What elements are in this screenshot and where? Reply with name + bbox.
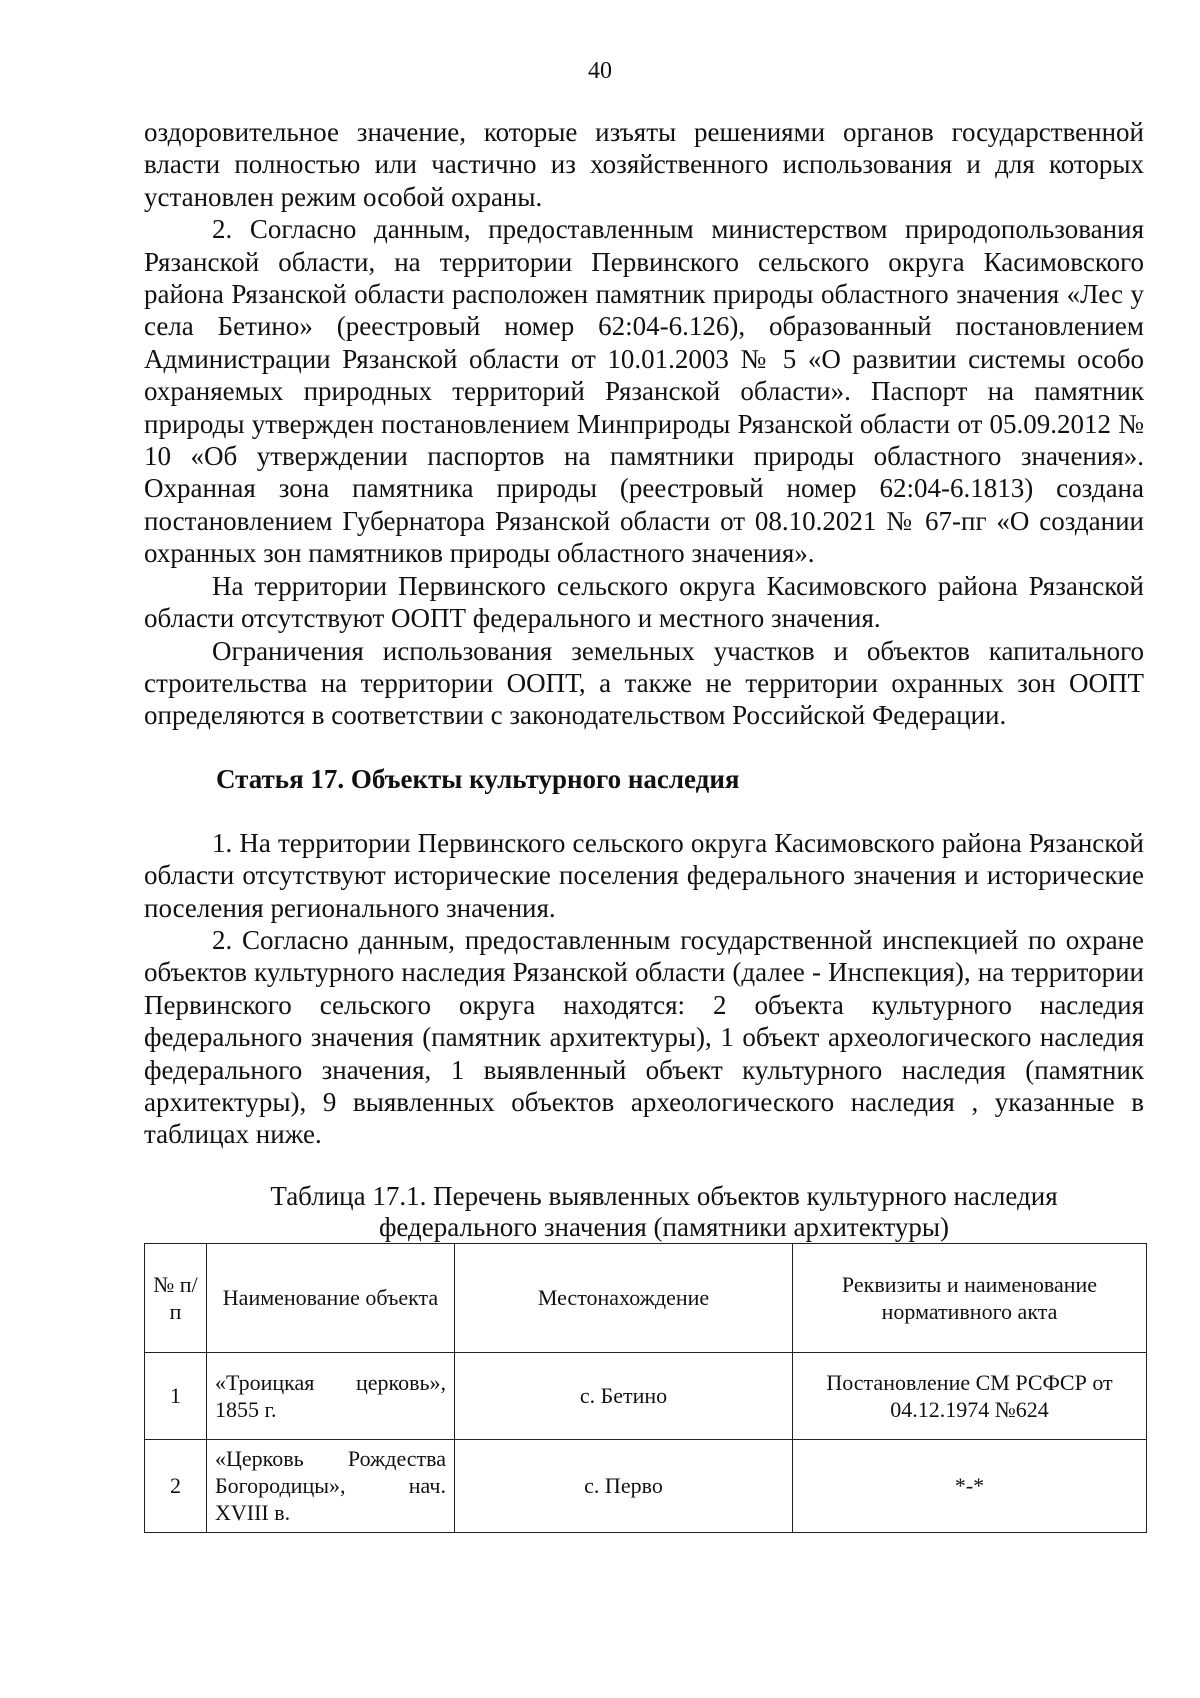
table-header-row bbox=[145, 1243, 1147, 1352]
header-location: Местонахождение bbox=[455, 1243, 793, 1352]
cell-object-name: «Троицкая церковь», 1855 г. bbox=[207, 1352, 455, 1439]
cell-number: 1 bbox=[145, 1352, 207, 1439]
page-content bbox=[144, 116, 1144, 1533]
table-caption-line-1: Таблица 17.1. Перечень выявленных объектов культурного наследия bbox=[270, 1180, 1058, 1211]
paragraph-continuation: оздоровительное значение, которые изъяты решениями органов государственной власти полностью или частично из хозяйственного использования и для которых установлен режим особой охраны. bbox=[144, 117, 1144, 212]
header-legal-act: Реквизиты и наименование нормативного акта bbox=[793, 1243, 1147, 1352]
cell-legal-act: *-* bbox=[793, 1439, 1147, 1532]
paragraph-historic-settlements: 1. На территории Первинского сельского округа Касимовского района Рязанской области отсутствуют исторические поселения федерального значения и исторические поселения регионального значения. bbox=[144, 827, 1144, 923]
header-object-name: Наименование объекта bbox=[207, 1243, 455, 1352]
cell-location: с. Перво bbox=[455, 1439, 793, 1532]
paragraph-heritage-objects: 2. Согласно данным, предоставленным государственной инспекцией по охране объектов культурного наследия Рязанской области (далее - Инспекция), на территории Первинского сельского округа находятся: 2 объекта культурного наследия федерального значения (памятник архитектуры), 1 объект археологического наследия федерального значения, 1 выявленный объект культурного наследия (памятник архитектуры), 9 выявленных объектов археологического наследия , указанные в таблицах ниже. bbox=[144, 924, 1144, 1150]
page-number: 40 bbox=[588, 58, 612, 84]
table-caption bbox=[144, 1181, 1144, 1243]
paragraph-restrictions: Ограничения использования земельных участков и объектов капитального строительства на территории ООПТ, а также не территории охранных зон ООПТ определяются в соответствии с законодательством Российской Федерации. bbox=[144, 635, 1144, 731]
heritage-table bbox=[144, 1243, 1147, 1533]
cell-location: с. Бетино bbox=[455, 1352, 793, 1439]
table-row bbox=[145, 1439, 1147, 1532]
cell-object-name: «Церковь Рождества Богородицы», нач. XVIII в. bbox=[207, 1439, 455, 1532]
cell-number: 2 bbox=[145, 1439, 207, 1532]
header-number: № п/п bbox=[145, 1243, 207, 1352]
table-row bbox=[145, 1352, 1147, 1439]
table-caption-line-2: федерального значения (памятники архитектуры) bbox=[378, 1211, 950, 1242]
paragraph-natural-monument: 2. Согласно данным, предоставленным министерством природопользования Рязанской области, на территории Первинского сельского округа Касимовского района Рязанской области расположен памятник природы областного значения «Лес у села Бетино» (реестровый номер 62:04-6.126), образованный постановлением Администрации Рязанской области от 10.01.2003 № 5 «О развитии системы особо охраняемых природных территорий Рязанской области». Паспорт на памятник природы утвержден постановлением Минприроды Рязанской области от 05.09.2012 № 10 «Об утверждении паспортов на памятники природы областного значения». Охранная зона памятника природы (реестровый номер 62:04-6.1813) создана постановлением Губернатора Рязанской области от 08.10.2021 № 67-пг «О создании охранных зон памятников природы областного значения». bbox=[144, 214, 1144, 569]
article-17-heading: Статья 17. Объекты культурного наследия bbox=[216, 763, 740, 794]
cell-legal-act: Постановление СМ РСФСР от 04.12.1974 №624 bbox=[793, 1352, 1147, 1439]
paragraph-no-oopt: На территории Первинского сельского округа Касимовского района Рязанской области отсутствуют ООПТ федерального и местного значения. bbox=[144, 570, 1144, 634]
